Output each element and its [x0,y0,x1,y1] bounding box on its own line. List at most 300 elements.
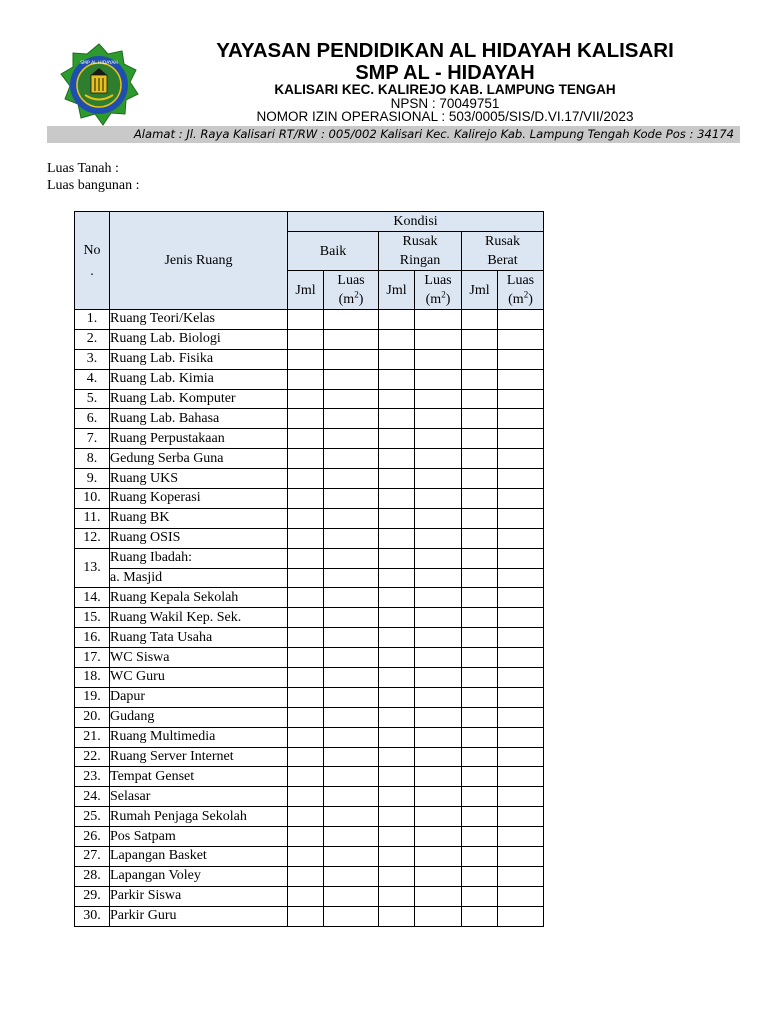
row-number: 11. [75,508,110,528]
luas-cell[interactable] [498,389,544,409]
luas-cell[interactable] [324,827,379,847]
luas-cell[interactable] [498,469,544,489]
jml-cell[interactable] [379,528,415,548]
row-number: 18. [75,668,110,688]
luas-cell[interactable] [324,389,379,409]
table-row [75,429,544,449]
col-condition-header: Kondisi [288,212,544,232]
table-row [75,528,544,548]
jml-cell[interactable] [462,329,498,349]
room-name: Lapangan Voley [110,866,288,886]
luas-cell[interactable] [415,469,462,489]
room-table-body [75,310,544,927]
table-row [75,310,544,330]
jml-cell[interactable] [288,508,324,528]
luas-cell[interactable] [498,508,544,528]
jml-cell[interactable] [288,668,324,688]
luas-cell[interactable] [324,767,379,787]
jml-cell[interactable] [288,807,324,827]
luas-cell[interactable] [498,588,544,608]
luas-cell[interactable] [415,310,462,330]
luas-cell[interactable] [415,409,462,429]
table-row [75,668,544,688]
jml-cell[interactable] [288,767,324,787]
luas-cell[interactable] [324,886,379,906]
jml-cell[interactable] [462,866,498,886]
luas-cell[interactable] [324,349,379,369]
jml-cell[interactable] [379,489,415,509]
jml-cell[interactable] [379,389,415,409]
luas-cell[interactable] [498,548,544,568]
luas-cell[interactable] [498,906,544,926]
jml-cell[interactable] [379,429,415,449]
cond-heavy-damage-header: Rusak Berat [462,232,544,271]
luas-cell[interactable] [324,648,379,668]
row-number: 16. [75,628,110,648]
luas-cell[interactable] [498,608,544,628]
building-area-label: Luas bangunan : [47,178,140,193]
luas-cell[interactable] [498,628,544,648]
luas-cell[interactable] [415,568,462,588]
luas-cell[interactable] [498,369,544,389]
luas-cell[interactable] [498,528,544,548]
room-name: Parkir Siswa [110,886,288,906]
land-area-label: Luas Tanah : [47,161,119,176]
luas-cell[interactable] [415,847,462,867]
luas-cell[interactable] [498,767,544,787]
luas-cell[interactable] [415,429,462,449]
luas-cell[interactable] [498,568,544,588]
luas-cell[interactable] [324,429,379,449]
row-number: 13. [75,548,110,588]
jml-header: Jml [462,271,498,310]
luas-cell[interactable] [498,310,544,330]
room-name: a. Masjid [110,568,288,588]
room-name: Gedung Serba Guna [110,449,288,469]
luas-cell[interactable] [324,489,379,509]
jml-cell[interactable] [288,747,324,767]
row-number: 20. [75,707,110,727]
cond-good-header: Baik [288,232,379,271]
table-row [75,827,544,847]
jml-cell[interactable] [288,528,324,548]
jml-cell[interactable] [462,489,498,509]
table-row [75,449,544,469]
luas-cell[interactable] [324,409,379,429]
jml-cell[interactable] [288,687,324,707]
room-name: Gudang [110,707,288,727]
luas-cell[interactable] [415,588,462,608]
luas-cell[interactable] [324,310,379,330]
luas-cell[interactable] [415,787,462,807]
jml-header: Jml [379,271,415,310]
table-row [75,787,544,807]
luas-cell[interactable] [324,548,379,568]
luas-cell[interactable] [415,906,462,926]
row-number: 12. [75,528,110,548]
luas-cell[interactable] [415,727,462,747]
jml-cell[interactable] [462,807,498,827]
room-name: Rumah Penjaga Sekolah [110,807,288,827]
luas-cell[interactable] [498,687,544,707]
school-name: SMP AL - HIDAYAH [355,62,535,84]
jml-cell[interactable] [288,886,324,906]
jml-cell[interactable] [288,449,324,469]
luas-cell[interactable] [415,449,462,469]
luas-cell[interactable] [498,747,544,767]
luas-cell[interactable] [415,329,462,349]
row-number: 29. [75,886,110,906]
jml-cell[interactable] [379,906,415,926]
table-row [75,687,544,707]
luas-cell[interactable] [498,847,544,867]
luas-cell[interactable] [324,687,379,707]
jml-cell[interactable] [462,369,498,389]
jml-cell[interactable] [379,687,415,707]
row-number: 28. [75,866,110,886]
room-name: Ruang Ibadah: [110,548,288,568]
luas-cell[interactable] [498,449,544,469]
jml-cell[interactable] [288,548,324,568]
luas-cell[interactable] [498,409,544,429]
jml-cell[interactable] [379,409,415,429]
address-bar: Alamat : Jl. Raya Kalisari RT/RW : 005/002 Kalisari Kec. Kalirejo Kab. Lampung Tengah Kode Pos : 34174 [47,126,740,143]
jml-cell[interactable] [462,827,498,847]
luas-cell[interactable] [324,807,379,827]
room-name: Ruang Koperasi [110,489,288,509]
row-number: 27. [75,847,110,867]
npsn: NPSN : 70049751 [390,96,500,111]
table-row [75,866,544,886]
jml-cell[interactable] [462,528,498,548]
jml-cell[interactable] [462,886,498,906]
luas-cell[interactable] [498,807,544,827]
table-row [75,767,544,787]
jml-cell[interactable] [288,329,324,349]
jml-cell[interactable] [462,568,498,588]
luas-cell[interactable] [415,608,462,628]
row-number: 30. [75,906,110,926]
room-name: Ruang OSIS [110,528,288,548]
school-logo [54,42,144,128]
table-row [75,727,544,747]
jml-cell[interactable] [288,409,324,429]
jml-cell[interactable] [462,389,498,409]
room-name: Ruang Lab. Kimia [110,369,288,389]
jml-cell[interactable] [288,349,324,369]
jml-cell[interactable] [379,787,415,807]
row-number: 10. [75,489,110,509]
luas-cell[interactable] [415,827,462,847]
jml-cell[interactable] [288,906,324,926]
room-name: Tempat Genset [110,767,288,787]
row-number: 5. [75,389,110,409]
luas-cell[interactable] [415,389,462,409]
jml-cell[interactable] [379,369,415,389]
table-row [75,628,544,648]
room-condition-table [74,211,544,927]
luas-cell[interactable] [324,866,379,886]
jml-cell[interactable] [462,747,498,767]
room-name: Ruang Lab. Bahasa [110,409,288,429]
luas-cell[interactable] [415,628,462,648]
luas-cell[interactable] [324,588,379,608]
jml-cell[interactable] [288,787,324,807]
luas-cell[interactable] [415,508,462,528]
jml-cell[interactable] [288,866,324,886]
jml-cell[interactable] [379,349,415,369]
room-name: WC Guru [110,668,288,688]
row-number: 17. [75,648,110,668]
room-name: Ruang Multimedia [110,727,288,747]
jml-cell[interactable] [462,469,498,489]
luas-cell[interactable] [324,847,379,867]
jml-cell[interactable] [288,489,324,509]
room-name: Ruang UKS [110,469,288,489]
row-number: 19. [75,687,110,707]
luas-cell[interactable] [324,707,379,727]
jml-cell[interactable] [379,807,415,827]
row-number: 15. [75,608,110,628]
luas-cell[interactable] [498,707,544,727]
row-number: 21. [75,727,110,747]
jml-cell[interactable] [462,687,498,707]
jml-cell[interactable] [462,429,498,449]
table-row [75,707,544,727]
jml-cell[interactable] [379,707,415,727]
table-row [75,608,544,628]
jml-cell[interactable] [379,767,415,787]
jml-cell[interactable] [462,668,498,688]
luas-header: Luas $(m^2)$ [415,271,462,310]
luas-cell[interactable] [324,469,379,489]
luas-header: Luas $(m^2)$ [498,271,544,310]
table-row [75,369,544,389]
room-name: Parkir Guru [110,906,288,926]
jml-cell[interactable] [288,727,324,747]
room-name: Lapangan Basket [110,847,288,867]
jml-cell[interactable] [462,767,498,787]
jml-cell[interactable] [462,409,498,429]
row-number: 2. [75,329,110,349]
room-name: Ruang Perpustakaan [110,429,288,449]
luas-cell[interactable] [415,369,462,389]
jml-cell[interactable] [288,588,324,608]
table-row [75,548,544,568]
room-name: Pos Satpam [110,827,288,847]
jml-cell[interactable] [462,548,498,568]
jml-cell[interactable] [462,727,498,747]
table-row [75,847,544,867]
table-row [75,648,544,668]
luas-cell[interactable] [415,349,462,369]
jml-cell[interactable] [288,847,324,867]
operational-license: NOMOR IZIN OPERASIONAL : 503/0005/SIS/D.VI.17/VII/2023 [256,109,634,124]
room-name: Dapur [110,687,288,707]
luas-cell[interactable] [415,747,462,767]
luas-cell[interactable] [324,449,379,469]
jml-cell[interactable] [462,787,498,807]
jml-cell[interactable] [379,329,415,349]
row-number: 6. [75,409,110,429]
jml-cell[interactable] [288,310,324,330]
col-no-header: No . [75,212,110,310]
jml-cell[interactable] [462,349,498,369]
jml-header: Jml [288,271,324,310]
room-name: Ruang Wakil Kep. Sek. [110,608,288,628]
room-name: Ruang Lab. Komputer [110,389,288,409]
table-row [75,489,544,509]
table-row [75,747,544,767]
room-name: Ruang Kepala Sekolah [110,588,288,608]
luas-cell[interactable] [415,687,462,707]
jml-cell[interactable] [288,827,324,847]
jml-cell[interactable] [379,508,415,528]
jml-cell[interactable] [288,389,324,409]
room-name: Selasar [110,787,288,807]
row-number: 14. [75,588,110,608]
table-row [75,588,544,608]
table-row [75,349,544,369]
luas-cell[interactable] [415,767,462,787]
jml-cell[interactable] [379,886,415,906]
luas-cell[interactable] [498,886,544,906]
row-number: 26. [75,827,110,847]
jml-cell[interactable] [379,628,415,648]
luas-cell[interactable] [324,369,379,389]
jml-cell[interactable] [379,588,415,608]
luas-cell[interactable] [415,548,462,568]
luas-cell[interactable] [498,329,544,349]
jml-cell[interactable] [288,429,324,449]
luas-cell[interactable] [498,489,544,509]
jml-cell[interactable] [379,469,415,489]
table-row [75,469,544,489]
row-number: 23. [75,767,110,787]
room-name: Ruang Tata Usaha [110,628,288,648]
luas-cell[interactable] [324,668,379,688]
luas-cell[interactable] [498,787,544,807]
jml-cell[interactable] [462,906,498,926]
jml-cell[interactable] [462,648,498,668]
luas-cell[interactable] [415,528,462,548]
jml-cell[interactable] [288,608,324,628]
room-name: Ruang Lab. Fisika [110,349,288,369]
table-row [75,409,544,429]
jml-cell[interactable] [379,648,415,668]
table-row [75,807,544,827]
luas-cell[interactable] [415,886,462,906]
luas-cell[interactable] [324,787,379,807]
jml-cell[interactable] [462,310,498,330]
foundation-name: YAYASAN PENDIDIKAN AL HIDAYAH KALISARI [216,39,674,62]
row-number: 25. [75,807,110,827]
jml-cell[interactable] [462,628,498,648]
jml-cell[interactable] [379,548,415,568]
jml-cell[interactable] [379,727,415,747]
jml-cell[interactable] [288,568,324,588]
jml-cell[interactable] [288,628,324,648]
luas-cell[interactable] [498,648,544,668]
jml-cell[interactable] [462,847,498,867]
luas-cell[interactable] [415,489,462,509]
luas-cell[interactable] [498,727,544,747]
row-number: 9. [75,469,110,489]
jml-cell[interactable] [462,588,498,608]
luas-cell[interactable] [498,349,544,369]
table-row [75,906,544,926]
jml-cell[interactable] [379,866,415,886]
luas-cell[interactable] [324,727,379,747]
luas-cell[interactable] [415,866,462,886]
luas-cell[interactable] [324,747,379,767]
col-room-header: Jenis Ruang [110,212,288,310]
row-number: 3. [75,349,110,369]
luas-cell[interactable] [324,608,379,628]
jml-cell[interactable] [288,648,324,668]
room-name: Ruang Lab. Biologi [110,329,288,349]
row-number: 22. [75,747,110,767]
table-row [75,886,544,906]
luas-cell[interactable] [324,906,379,926]
luas-cell[interactable] [324,329,379,349]
luas-cell[interactable] [415,648,462,668]
jml-cell[interactable] [379,668,415,688]
row-number: 24. [75,787,110,807]
jml-cell[interactable] [288,469,324,489]
logo-text: SMP AL HIDAYAH [80,61,118,66]
luas-cell[interactable] [498,429,544,449]
row-number: 1. [75,310,110,330]
luas-header: Luas $(m^2)$ [324,271,379,310]
luas-cell[interactable] [324,628,379,648]
jml-cell[interactable] [462,608,498,628]
table-row [75,389,544,409]
jml-cell[interactable] [462,508,498,528]
jml-cell[interactable] [379,827,415,847]
row-number: 4. [75,369,110,389]
luas-cell[interactable] [415,707,462,727]
row-number: 7. [75,429,110,449]
row-number: 8. [75,449,110,469]
luas-cell[interactable] [498,866,544,886]
table-row [75,329,544,349]
school-location: KALISARI KEC. KALIREJO KAB. LAMPUNG TENGAH [274,82,616,97]
luas-cell[interactable] [415,807,462,827]
luas-cell[interactable] [415,668,462,688]
cond-light-damage-header: Rusak Ringan [379,232,462,271]
room-name: WC Siswa [110,648,288,668]
table-row [75,568,544,588]
jml-cell[interactable] [379,747,415,767]
luas-cell[interactable] [498,668,544,688]
jml-cell[interactable] [288,707,324,727]
luas-cell[interactable] [324,528,379,548]
jml-cell[interactable] [379,608,415,628]
room-name: Ruang BK [110,508,288,528]
jml-cell[interactable] [379,568,415,588]
jml-cell[interactable] [379,310,415,330]
jml-cell[interactable] [462,449,498,469]
jml-cell[interactable] [462,707,498,727]
room-name: Ruang Teori/Kelas [110,310,288,330]
luas-cell[interactable] [324,568,379,588]
jml-cell[interactable] [379,449,415,469]
jml-cell[interactable] [379,847,415,867]
luas-cell[interactable] [498,827,544,847]
jml-cell[interactable] [288,369,324,389]
luas-cell[interactable] [324,508,379,528]
